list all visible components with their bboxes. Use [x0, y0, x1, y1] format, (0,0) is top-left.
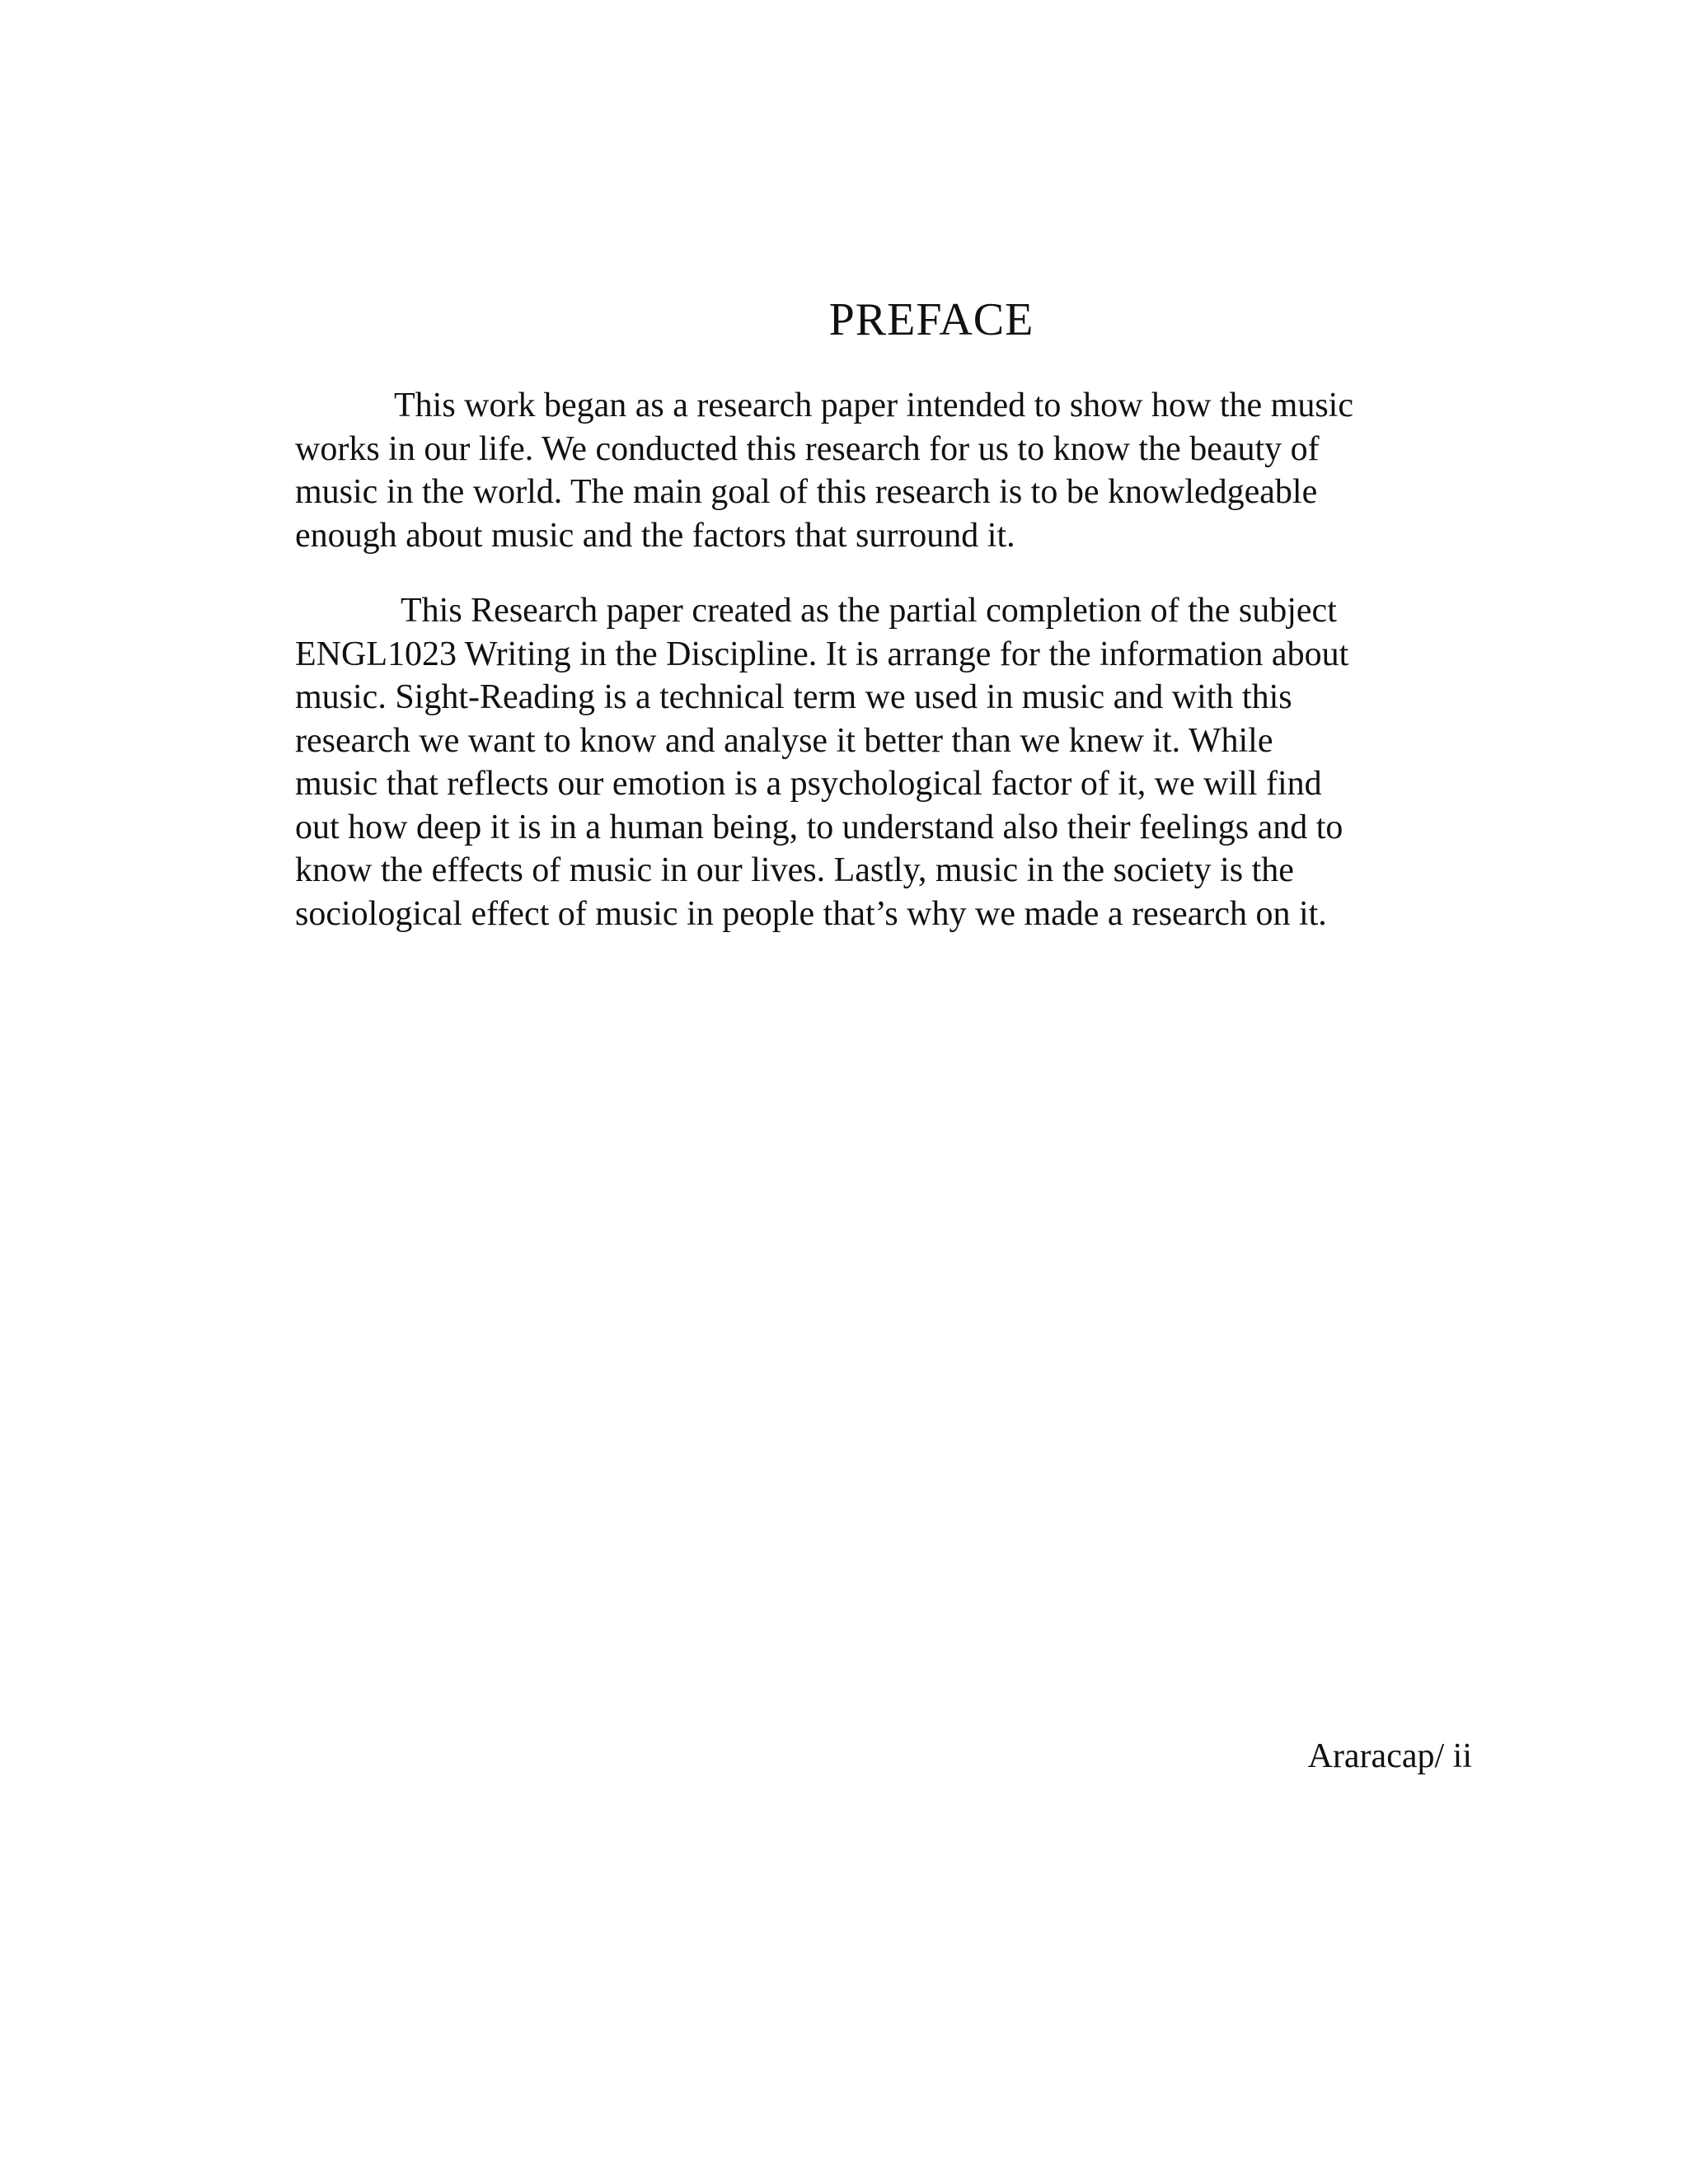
paragraph-line: music in the world. The main goal of this research is to be knowledgeable [295, 473, 1318, 511]
paragraph-line: This work began as a research paper intended to show how the music [394, 387, 1353, 424]
paragraph-line: know the effects of music in our lives. Lastly, music in the society is the [295, 851, 1294, 889]
paragraph-line: enough about music and the factors that surround it. [295, 516, 1015, 555]
preface-paragraph-1 [295, 384, 1482, 557]
paragraph-line: music that reflects our emotion is a psychological factor of it, we will find [295, 765, 1322, 803]
paragraph-line: works in our life. We conducted this research for us to know the beauty of [295, 429, 1320, 468]
paragraph-line: research we want to know and analyse it better than we knew it. While [295, 721, 1273, 760]
page-title: PREFACE [828, 294, 1034, 345]
paragraph-line: This Research paper created as the partial completion of the subject [401, 592, 1337, 630]
paragraph-line: ENGL1023 Writing in the Discipline. It is arrange for the information about [295, 635, 1349, 673]
paragraph-line: out how deep it is in a human being, to understand also their feelings and to [295, 808, 1343, 846]
page-footer: Araracap/ ii [1307, 1737, 1472, 1775]
paragraph-line: music. Sight-Reading is a technical term we used in music and with this [295, 678, 1292, 716]
preface-paragraph-2 [295, 589, 1482, 935]
paragraph-line: sociological effect of music in people that’s why we made a research on it. [295, 894, 1327, 933]
